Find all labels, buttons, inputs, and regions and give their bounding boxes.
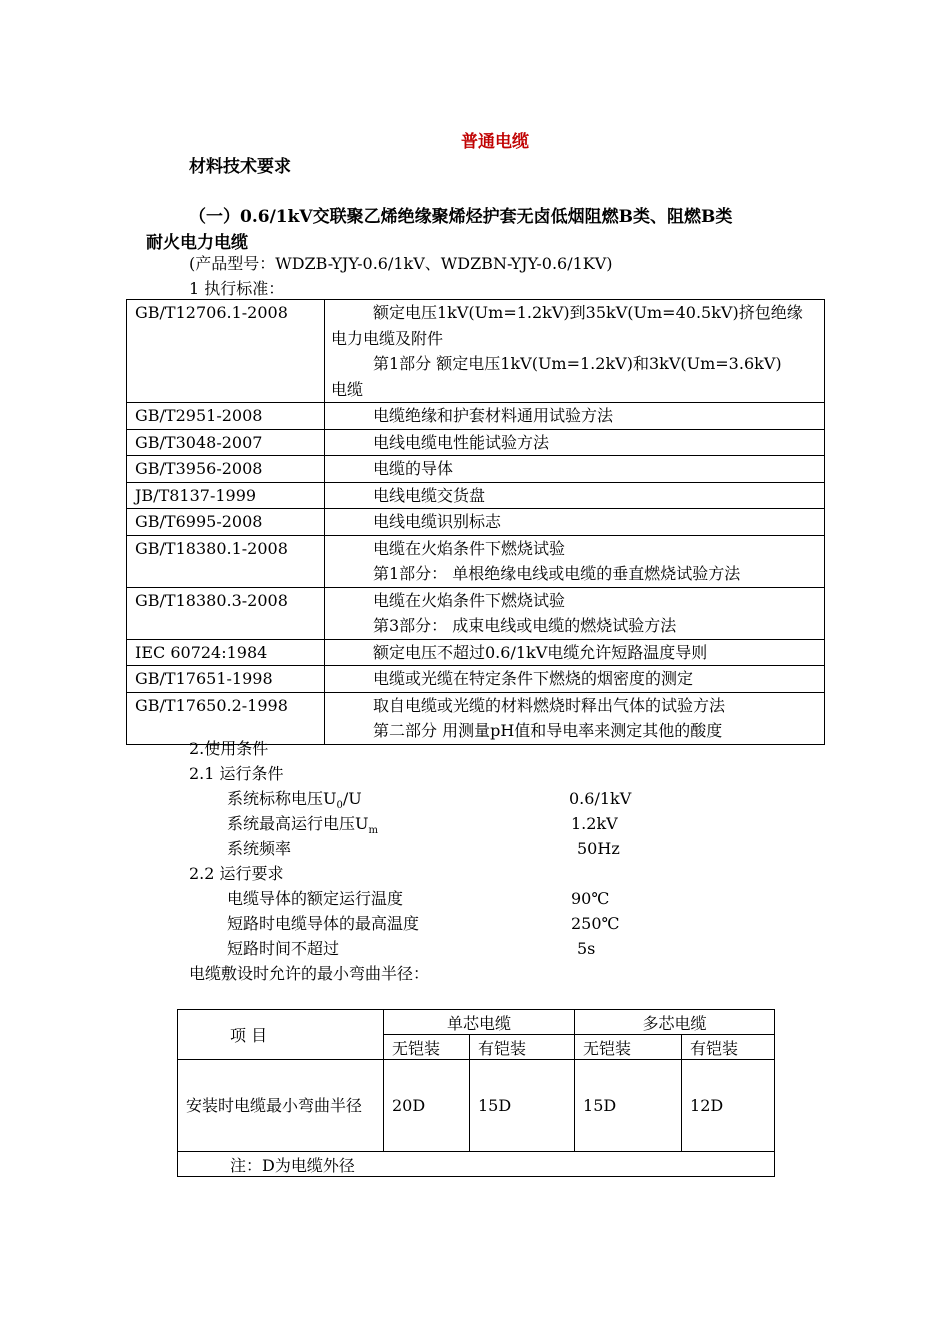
standard-description — [325, 509, 825, 536]
short-circuit-temp-value: 250℃ — [571, 914, 620, 933]
standard-description — [325, 300, 825, 403]
bend-single-armored-header: 有铠装 — [470, 1035, 575, 1060]
standard-row — [127, 509, 825, 536]
standard-description-line: 额定电压不超过0.6/1kV电缆允许短路温度导则 — [373, 642, 708, 662]
frequency-value: 50Hz — [577, 839, 620, 858]
standard-description-line: 电线电缆电性能试验方法 — [373, 432, 550, 452]
standard-description — [325, 456, 825, 483]
short-circuit-time-label: 短路时间不超过 — [227, 939, 340, 958]
bend-row-label: 安装时电缆最小弯曲半径 — [178, 1060, 384, 1152]
standard-description — [325, 429, 825, 456]
section-title-line1: （一）0.6/1kV交联聚乙烯绝缘聚烯烃护套无卤低烟阻燃B类、阻燃B类 — [189, 207, 733, 227]
standard-description-line: 第3部分： 成束电线或电缆的燃烧试验方法 — [373, 616, 677, 635]
standard-row — [127, 456, 825, 483]
standard-description-line: 电线电缆交货盘 — [373, 485, 486, 505]
standard-description-line: 额定电压1kV(Um=1.2kV)到35kV(Um=40.5kV)挤包绝缘 — [373, 303, 803, 322]
usage-heading: 2.使用条件 — [189, 739, 269, 758]
standard-description — [325, 535, 825, 587]
standard-description — [325, 482, 825, 509]
standard-description-line: 电力电缆及附件 — [331, 328, 444, 348]
section-title-line2: 耐火电力电缆 — [146, 233, 248, 253]
standard-description-line: 取自电缆或光缆的材料燃烧时释出气体的试验方法 — [373, 695, 726, 715]
standard-code: GB/T18380.1-2008 — [127, 535, 325, 587]
standard-row — [127, 587, 825, 639]
standard-description-line: 电缆或光缆在特定条件下燃烧的烟密度的测定 — [373, 669, 694, 688]
standard-row — [127, 535, 825, 587]
page-title: 普通电缆 — [461, 132, 529, 152]
standard-code: GB/T17651-1998 — [127, 666, 325, 693]
standard-description — [325, 666, 825, 693]
nominal-voltage-value: 0.6/1kV — [569, 789, 632, 808]
standard-description-line: 电缆在火焰条件下燃烧试验 — [373, 590, 566, 610]
max-voltage-label: 系统最高运行电压$U_m$ — [227, 814, 378, 837]
standard-code: GB/T12706.1-2008 — [127, 300, 325, 403]
nominal-voltage-label: 系统标称电压$U_0/U$ — [227, 789, 362, 812]
bend-value: 15D — [470, 1060, 575, 1152]
bend-multi-unarmored-header: 无铠装 — [575, 1035, 682, 1060]
standard-row — [127, 300, 825, 403]
standard-code: GB/T2951-2008 — [127, 403, 325, 430]
standard-code: GB/T3956-2008 — [127, 456, 325, 483]
standard-description — [325, 692, 825, 744]
model-line: (产品型号：WDZB-YJY-0.6/1kV、WDZBN-YJY-0.6/1KV) — [189, 254, 613, 273]
standard-description-line: 第1部分 额定电压1kV(Um=1.2kV)和3kV(Um=3.6kV) — [373, 354, 782, 373]
standard-code: JB/T8137-1999 — [127, 482, 325, 509]
bend-item-header: 项 目 — [178, 1010, 384, 1060]
max-voltage-value: 1.2kV — [571, 814, 618, 833]
bend-radius-table — [177, 1009, 775, 1177]
standard-description — [325, 403, 825, 430]
standard-code: GB/T3048-2007 — [127, 429, 325, 456]
standard-description-line: 电缆的导体 — [373, 459, 454, 478]
standard-code: GB/T17650.2-1998 — [127, 692, 325, 744]
short-circuit-temp-label: 短路时电缆导体的最高温度 — [227, 914, 420, 933]
standards-heading: 1 执行标准： — [189, 279, 285, 298]
bend-multi-armored-header: 有铠装 — [682, 1035, 775, 1060]
bend-single-core-header: 单芯电缆 — [384, 1010, 575, 1035]
page-subtitle: 材料技术要求 — [189, 157, 291, 177]
frequency-label: 系统频率 — [227, 839, 292, 858]
standard-description-line: 电缆在火焰条件下燃烧试验 — [373, 538, 566, 558]
run-conditions-heading: 2.1 运行条件 — [189, 764, 284, 783]
standard-row — [127, 666, 825, 693]
bend-value: 15D — [575, 1060, 682, 1152]
standard-description — [325, 587, 825, 639]
standard-code: GB/T18380.3-2008 — [127, 587, 325, 639]
standard-code: GB/T6995-2008 — [127, 509, 325, 536]
run-requirements-heading: 2.2 运行要求 — [189, 864, 284, 883]
bend-note: 注：D为电缆外径 — [178, 1152, 775, 1177]
bend-single-unarmored-header: 无铠装 — [384, 1035, 470, 1060]
bend-heading: 电缆敷设时允许的最小弯曲半径： — [189, 964, 430, 983]
rated-temp-label: 电缆导体的额定运行温度 — [227, 889, 404, 908]
bend-multi-core-header: 多芯电缆 — [575, 1010, 775, 1035]
standard-code: IEC 60724:1984 — [127, 639, 325, 666]
standard-description-line: 电缆绝缘和护套材料通用试验方法 — [373, 406, 614, 425]
standard-row — [127, 429, 825, 456]
standards-table — [126, 299, 825, 745]
standard-description-line: 第1部分： 单根绝缘电线或电缆的垂直燃烧试验方法 — [373, 564, 741, 583]
standard-description — [325, 639, 825, 666]
standard-description-line: 电线电缆识别标志 — [373, 512, 502, 531]
bend-value: 12D — [682, 1060, 775, 1152]
standard-description-line: 第二部分 用测量pH值和导电率来测定其他的酸度 — [373, 721, 723, 740]
standard-description-line: 电缆 — [331, 379, 364, 399]
standard-row — [127, 482, 825, 509]
standard-row — [127, 403, 825, 430]
standard-row — [127, 639, 825, 666]
short-circuit-time-value: 5s — [577, 939, 596, 958]
rated-temp-value: 90℃ — [571, 889, 610, 908]
bend-value: 20D — [384, 1060, 470, 1152]
